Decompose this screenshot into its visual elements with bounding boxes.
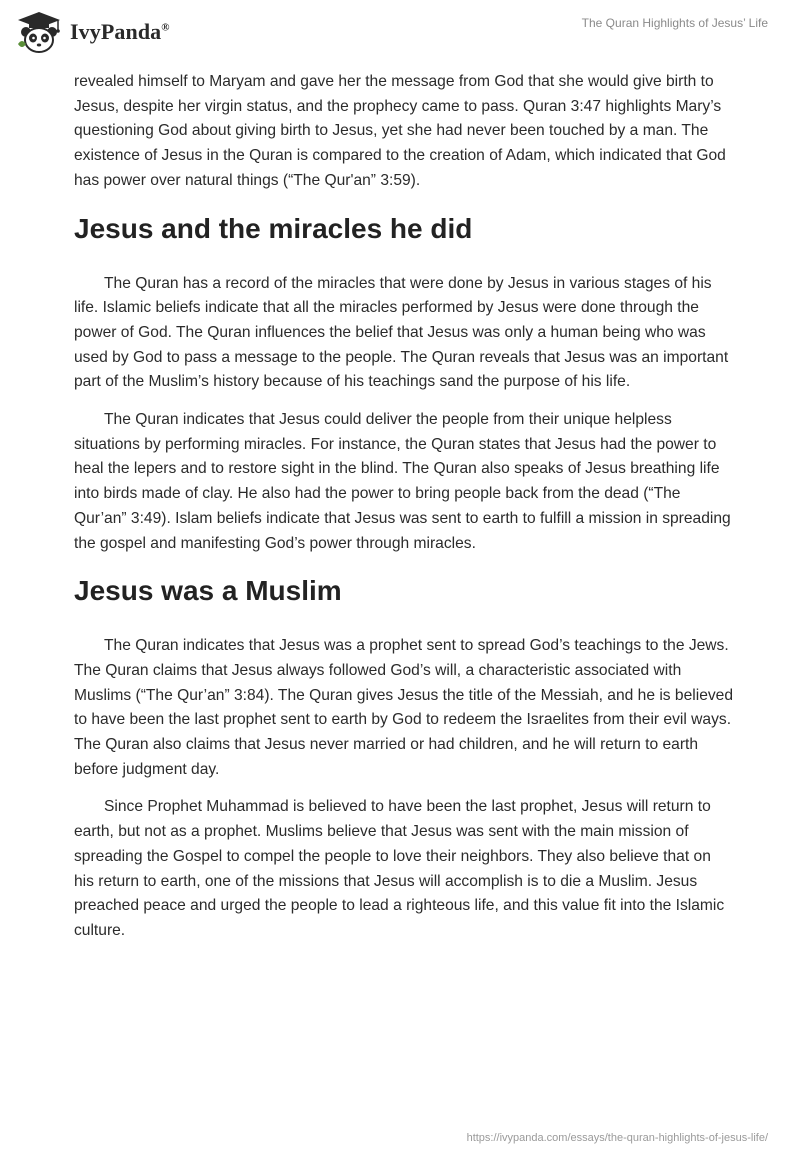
panda-graduate-icon bbox=[14, 10, 64, 54]
page-header bbox=[0, 0, 800, 64]
brand-logo[interactable] bbox=[14, 10, 170, 54]
paragraph: The Quran indicates that Jesus was a prophet sent to spread God’s teachings to the Jews. The Quran claims that Jesus always followed God’s will, a characteristic associated with Muslims (“The Qur’an” 3:84). The Quran gives Jesus the title of the Messiah, and he is believed to have been the last prophet sent to earth by God to redeem the Israelites from their evil ways. The Quran also claims that Jesus never married or had children, and he will return to earth before judgment day. bbox=[74, 637, 734, 778]
essay-body bbox=[74, 70, 734, 957]
section-heading-muslim: Jesus was a Muslim bbox=[74, 575, 342, 607]
document-title: The Quran Highlights of Jesus’ Life bbox=[581, 16, 768, 30]
source-url[interactable]: https://ivypanda.com/essays/the-quran-highlights-of-jesus-life/ bbox=[466, 1132, 768, 1144]
section-heading-miracles: Jesus and the miracles he did bbox=[74, 212, 473, 244]
paragraph: The Quran indicates that Jesus could deliver the people from their unique helpless situations by performing miracles. For instance, the Quran states that Jesus had the power to heal the lepers and to restore sight in the blind. The Quran also speaks of Jesus breathing life into birds made of clay. He also had the power to bring people back from the dead (“The Qur’an” 3:49). Islam beliefs indicate that Jesus was sent to earth to fulfill a mission in spreading the gospel and manifesting God’s power through miracles. bbox=[74, 411, 731, 552]
logo-text: IvyPanda® bbox=[70, 19, 170, 44]
intro-paragraph: revealed himself to Maryam and gave her the message from God that she would give birth to Jesus, despite her virgin status, and the prophecy came to pass. Quran 3:47 highlights Mary’s questioning God about giving birth to Jesus, yet she had never been touched by a man. The existence of Jesus in the Quran is compared to the creation of Adam, which indicated that God has power over natural things (“The Qur'an” 3:59). bbox=[74, 73, 726, 189]
paragraph: Since Prophet Muhammad is believed to have been the last prophet, Jesus will return to earth, but not as a prophet. Muslims believe that Jesus was sent with the main mission of spreading the Gospel to compel the people to love their neighbors. They also believe that on his return to earth, one of the missions that Jesus will accomplish is to die a Muslim. Jesus preached peace and urged the people to lead a righteous life, and this value fit into the Islamic culture. bbox=[74, 798, 725, 939]
paragraph: The Quran has a record of the miracles that were done by Jesus in various stages of his life. Islamic beliefs indicate that all the miracles performed by Jesus were done through the power of God. The Quran influences the belief that Jesus was only a human being who was used by God to pass a message to the people. The Quran reveals that Jesus was an important part of the Muslim’s history because of his teachings sand the purpose of his life. bbox=[74, 274, 729, 391]
